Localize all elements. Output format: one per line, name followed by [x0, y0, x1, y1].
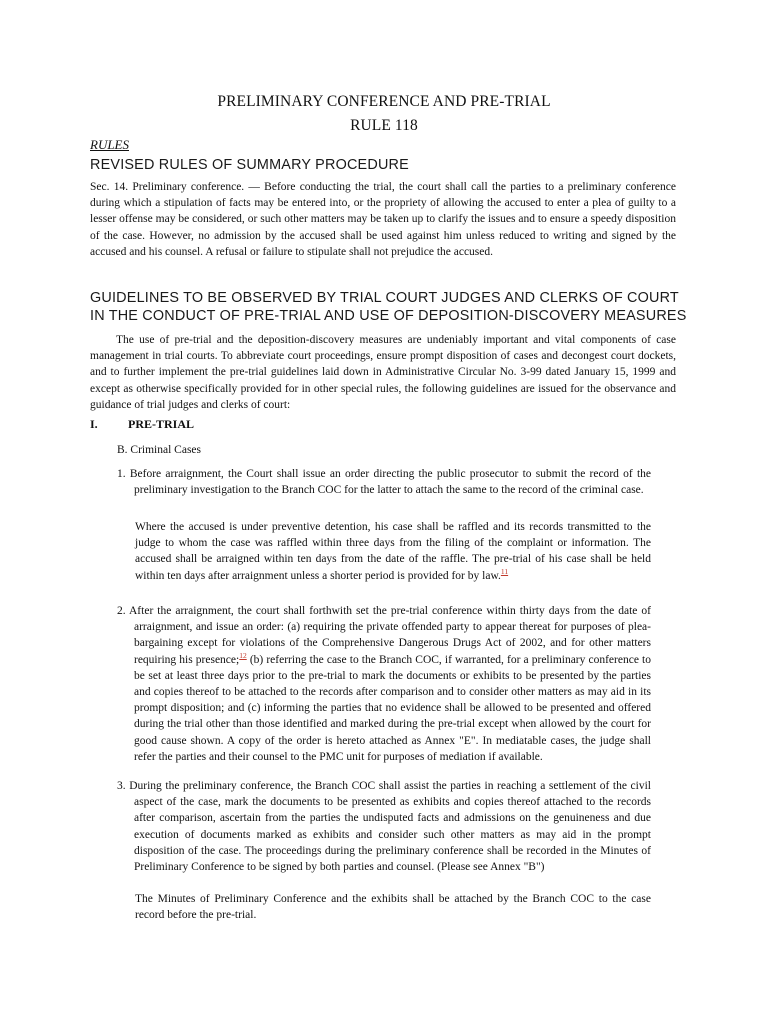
document-title: PRELIMINARY CONFERENCE AND PRE-TRIAL [217, 93, 551, 110]
list-item-1: 1. Before arraignment, the Court shall issue an order directing the public prosecutor to submit the record of the preliminary investigation to the Branch COC for the latter to attach the same to the record of the criminal case. [117, 468, 651, 497]
rule-number: RULE 118 [350, 117, 418, 134]
subsection-criminal-cases: B. Criminal Cases [117, 444, 202, 456]
list-item-1-detail [135, 519, 651, 584]
section-title: PRE-TRIAL [128, 417, 195, 431]
footnote-link-11[interactable]: 11 [500, 566, 509, 576]
section-14-paragraph: Sec. 14. Preliminary conference. — Before conducting the trial, the court shall call the parties to a preliminary conference during which a stipulation of facts may be entered into, or the propriety of allowing the accused to enter a plea of guilty to a lesser offense may be considered, or such other matters may be taken up to clarify the issues and to ensure a speedy disposition of the case. However, no admission by the accused shall be used against him unless reduced to writing and signed by the accused and his counsel. A refusal or failure to stipulate shall not prejudice the accused. [90, 181, 676, 258]
section-heading-pre-trial [90, 417, 194, 432]
guidelines-heading-line1: GUIDELINES TO BE OBSERVED BY TRIAL COURT JUDGES AND CLERKS OF COURT [90, 290, 679, 306]
summary-procedure-heading: REVISED RULES OF SUMMARY PROCEDURE [90, 157, 409, 173]
list-item-3: 3. During the preliminary conference, the Branch COC shall assist the parties in reaching a settlement of the civil aspect of the case, mark the documents to be presented as exhibits and copies thereof attached to the records after comparison, ascertain from the parties the undisputed facts and admissions on the genuineness and due execution of documents marked as exhibits and consider such other matters as may aid in the prompt disposition of the case. The proceedings during the preliminary conference shall be recorded in the Minutes of Preliminary Conference to be signed by both parties and counsel. (Please see Annex "B") [117, 780, 651, 874]
section-numeral: I. [90, 417, 98, 431]
guidelines-intro-paragraph: The use of pre-trial and the deposition-discovery measures are undeniably important and vital components of case management in trial courts. To abbreviate court proceedings, ensure prompt disposition of cases and decongest court dockets, and to further implement the pre-trial guidelines laid down in Administrative Circular No. 3-99 dated January 15, 1999 and except as otherwise specifically provided for in other special rules, the following guidelines are issued for the observance and guidance of trial judges and clerks of court: [90, 334, 676, 411]
rules-label: RULES [90, 137, 129, 152]
list-item-3-detail: The Minutes of Preliminary Conference and the exhibits shall be attached by the Branch COC to the case record before the pre-trial. [135, 893, 651, 922]
guidelines-heading-line2: IN THE CONDUCT OF PRE-TRIAL AND USE OF DEPOSITION-DISCOVERY MEASURES [90, 308, 687, 324]
list-item-2-text-b: (b) referring the case to the Branch COC, if warranted, for a preliminary conference to be set at least three days prior to the pre-trial to mark the documents or exhibits to be presented by the parties and copies thereof to be attached to the records after comparison and to consider other matters as may aid in its prompt disposition; and (c) informing the parties that no evidence shall be allowed to be presented and offered during the trial other than those identified and marked during the pre-trial except when allowed by the court for good cause shown. A copy of the order is hereto attached as Annex "E". In mediatable cases, the judge shall refer the parties and their counsel to the PMC unit for purposes of mediation if available. [134, 653, 651, 763]
list-item-2-text-a: 2. After the arraignment, the court shall forthwith set the pre-trial conference within thirty days from the date of arraignment, and issue an order: (a) requiring the private offended party to appear thereat for purposes of plea-bargaining except for violations of the Comprehensive Dangerous Drugs Act of 2002, and for other matters requiring his presence; [117, 605, 651, 666]
list-item-2 [117, 603, 651, 765]
list-item-1-detail-text: Where the accused is under preventive detention, his case shall be raffled and its records transmitted to the judge to whom the case was raffled within three days from the filing of the complaint or information. The accused shall be arraigned within ten days from the date of the raffle. The pre-trial of his case shall be held within ten days after arraignment unless a shorter period is provided for by law. [135, 521, 651, 582]
footnote-link-12[interactable]: 12 [239, 650, 247, 660]
